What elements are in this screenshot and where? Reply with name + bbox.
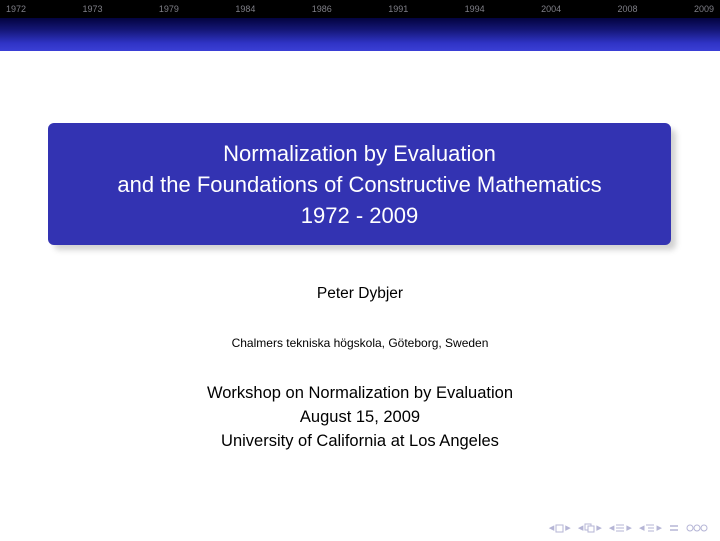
arrow-left-icon[interactable]: ◂ — [548, 522, 555, 534]
institute: Chalmers tekniska högskola, Göteborg, Sweden — [231, 336, 489, 350]
nav-year-1984[interactable]: 1984 — [235, 4, 256, 14]
header-gradient-band — [0, 18, 720, 51]
nav-year-1979[interactable]: 1979 — [158, 4, 179, 14]
nav-year-2009[interactable]: 2009 — [693, 4, 714, 14]
event-location: University of California at Los Angeles — [221, 432, 499, 450]
beamer-navigation-symbols — [544, 521, 708, 535]
nav-year-1994[interactable]: 1994 — [464, 4, 485, 14]
year-navigation — [0, 0, 720, 18]
subsection-icon — [615, 523, 625, 533]
event-name: Workshop on Normalization by Evaluation — [206, 384, 513, 402]
section-icon — [645, 523, 655, 533]
frame-icon — [584, 523, 595, 533]
title-box — [48, 123, 671, 245]
section-nav-icon[interactable] — [639, 521, 662, 535]
event-date: August 15, 2009 — [299, 408, 421, 426]
title-line-3: 1972 - 2009 — [300, 203, 419, 228]
arrow-right-icon[interactable]: ▸ — [565, 522, 571, 534]
slide-nav-icon[interactable] — [549, 521, 571, 535]
nav-year-1991[interactable]: 1991 — [388, 4, 409, 14]
search-symbol-icon — [686, 523, 708, 533]
author: Peter Dybjer — [316, 285, 404, 302]
arrow-left-icon[interactable]: ◂ — [577, 522, 584, 534]
slide-icon — [555, 524, 564, 533]
nav-year-2004[interactable]: 2004 — [541, 4, 562, 14]
arrow-right-icon[interactable]: ▸ — [626, 522, 632, 534]
arrow-left-icon[interactable]: ◂ — [638, 522, 645, 534]
event-info — [0, 381, 720, 453]
arrow-right-icon[interactable]: ▸ — [596, 522, 602, 534]
search-icon[interactable] — [686, 523, 708, 533]
document-nav-icon[interactable] — [669, 523, 679, 533]
title-line-1: Normalization by Evaluation — [223, 141, 496, 166]
nav-year-2008[interactable]: 2008 — [617, 4, 638, 14]
nav-year-1972[interactable]: 1972 — [6, 4, 27, 14]
top-navigation-bar — [0, 0, 720, 18]
arrow-left-icon[interactable]: ◂ — [608, 522, 615, 534]
arrow-right-icon[interactable]: ▸ — [656, 522, 662, 534]
title-line-2: and the Foundations of Constructive Mathematics — [117, 172, 602, 197]
subsection-nav-icon[interactable] — [609, 521, 632, 535]
frame-nav-icon[interactable] — [578, 521, 602, 535]
nav-year-1973[interactable]: 1973 — [82, 4, 103, 14]
nav-year-1986[interactable]: 1986 — [311, 4, 332, 14]
document-icon — [669, 523, 679, 533]
